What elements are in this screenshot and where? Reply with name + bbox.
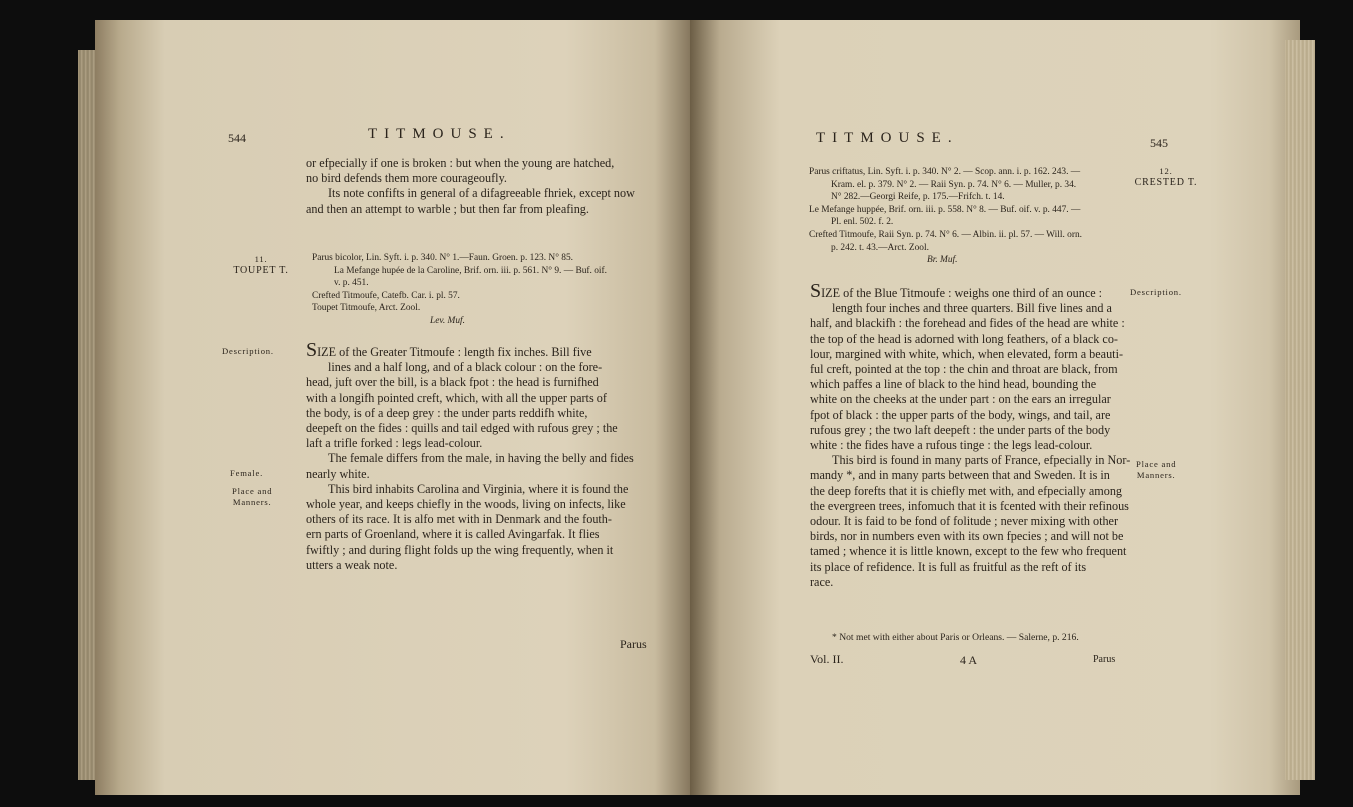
running-head-right: TITMOUSE.	[816, 130, 959, 146]
intro-line: no bird defends them more courageoufly.	[306, 171, 507, 186]
page-number-left: 544	[228, 131, 246, 145]
place-line: ern parts of Groenland, where it is called Avingarfak. It flies	[306, 527, 600, 542]
synonym-line: La Mefange hupée de la Caroline, Brif. orn. iii. p. 561. N° 9. — Buf. oif.	[334, 265, 607, 276]
signature-mark: 4 A	[960, 653, 978, 667]
species-number: 11.	[254, 254, 268, 264]
synonym-line: Toupet Titmoufe, Arct. Zool.	[312, 303, 421, 314]
place-line: the evergreen trees, infomuch that it is fcented with their refinous	[810, 498, 1129, 513]
margin-label-female: Female.	[230, 468, 264, 478]
female-line: nearly white.	[306, 466, 370, 481]
description-line: head, juft over the bill, is a black fpot : the head is furnifhed	[306, 375, 599, 390]
description-line: lines and a half long, and of a black colour : on the fore-	[328, 360, 603, 375]
intro-line: or efpecially if one is broken : but when the young are hatched,	[306, 156, 615, 170]
description-line: length four inches and three quarters. Bill five lines and a	[832, 301, 1112, 316]
place-line: tamed ; whence it is little known, except to the few who frequent	[810, 544, 1127, 559]
place-line: fwiftly ; and during flight folds up the wing frequently, when it	[306, 542, 614, 557]
synonym-line: p. 242. t. 43.—Arct. Zool.	[831, 242, 929, 253]
place-line: others of its race. It is alfo met with in Denmark and the fouth-	[306, 512, 612, 527]
place-line: whole year, and keeps chiefly in the woods, living on infects, like	[306, 497, 626, 512]
description-line: half, and blackifh : the forehead and fides of the head are white :	[810, 316, 1125, 331]
place-line: its place of refidence. It is full as fruitful as the reft of its	[810, 559, 1087, 574]
description-text: IZE of the Greater Titmoufe : length fix inches. Bill five	[317, 345, 592, 359]
description-text: IZE of the Blue Titmoufe : weighs one third of an ounce :	[821, 286, 1103, 300]
synonym-line: Parus bicolor, Lin. Syft. i. p. 340. N° 1.—Faun. Groen. p. 123. N° 85.	[312, 253, 574, 263]
description-line: SIZE of the Blue Titmoufe : weighs one third of an ounce :	[810, 280, 1103, 302]
footnote: * Not met with either about Paris or Orleans. — Salerne, p. 216.	[832, 632, 1079, 643]
synonymy-right	[809, 166, 1082, 267]
description-paragraph-right	[810, 280, 1131, 590]
description-line: the top of the head is adorned with long feathers, of a black co-	[810, 331, 1118, 346]
synonym-line: Pl. enl. 502. f. 2.	[831, 217, 894, 228]
synonym-line: v. p. 451.	[334, 278, 369, 289]
description-line: deepeft on the fides : quills and tail edged with rufous grey ; the	[306, 421, 618, 436]
place-line: utters a weak note.	[306, 557, 398, 572]
species-number: 12.	[1159, 166, 1173, 176]
volume-number: Vol. II.	[810, 652, 844, 666]
place-label-line: Place and	[232, 486, 273, 496]
description-line: laft a trifle forked : legs lead-colour.	[306, 436, 483, 451]
running-head-left: TITMOUSE.	[368, 126, 511, 142]
page-number-right: 545	[1150, 136, 1168, 150]
place-line: birds, nor in numbers even with its own fpecies ; and will not be	[810, 529, 1124, 544]
margin-label-description-right: Description.	[1130, 287, 1182, 297]
place-line: race.	[810, 574, 834, 589]
margin-label-description-left: Description.	[222, 346, 274, 356]
species-name: TOUPET T.	[233, 265, 289, 276]
catchword-left: Parus	[620, 637, 647, 651]
place-line: This bird is found in many parts of France, efpecially in Nor-	[832, 453, 1131, 468]
synonym-line: Br. Muf.	[927, 255, 958, 266]
margin-label-place-left	[232, 486, 272, 508]
place-label-line: Place and	[1136, 459, 1177, 469]
place-label-line: Manners.	[1136, 470, 1176, 480]
right-page-edges	[1285, 40, 1315, 780]
description-line: fpot of black : the upper parts of the body, wings, and tail, are	[810, 407, 1111, 422]
synonym-line: N° 282.—Georgi Reife, p. 175.—Frifch. t. 14.	[831, 192, 1005, 203]
description-line: rufous grey ; the two laft deepeft : the under parts of the body	[810, 422, 1111, 437]
description-line: white : the fides have a rufous tinge : the legs lead-colour.	[810, 438, 1093, 453]
synonym-line: Kram. el. p. 379. N° 2. — Raii Syn. p. 74. N° 6. — Muller, p. 34.	[831, 179, 1077, 190]
intro-paragraph-left	[306, 156, 635, 217]
description-line: the body, is of a deep grey : the under parts reddifh white,	[306, 405, 588, 420]
synonymy-left	[312, 252, 607, 328]
place-line: the deep forefts that it is chiefly met with, and efpecially among	[810, 483, 1123, 498]
description-line: which paffes a line of black to the hind head, bounding the	[810, 377, 1097, 392]
place-line: mandy *, and in many parts between that and Sweden. It is in	[810, 468, 1110, 483]
description-line: lour, margined with white, which, when elevated, form a beauti-	[810, 346, 1124, 361]
catchword-right: Parus	[1093, 654, 1116, 665]
description-line: SIZE of the Greater Titmoufe : length fix inches. Bill five	[306, 339, 592, 361]
synonym-line: Crefted Titmoufe, Catefb. Car. i. pl. 57.	[312, 290, 460, 301]
synonym-line: Parus criftatus, Lin. Syft. i. p. 340. N° 2. — Scop. ann. i. p. 162. 243. —	[809, 167, 1081, 177]
intro-line: and then an attempt to warble ; but then far from pleafing.	[306, 201, 589, 216]
synonym-line: Crefted Titmoufe, Raii Syn. p. 74. N° 6. — Albin. ii. pl. 57. — Will. orn.	[809, 229, 1082, 240]
female-line: The female differs from the male, in having the belly and fides	[328, 451, 634, 466]
species-heading-right	[1126, 166, 1206, 188]
place-label-line: Manners.	[232, 497, 272, 507]
synonym-line: Le Mefange huppée, Brif. orn. iii. p. 558. N° 8. — Buf. oif. v. p. 447. —	[809, 204, 1081, 215]
margin-label-place-right	[1136, 459, 1176, 481]
place-line: odour. It is faid to be fond of folitude ; never mixing with other	[810, 514, 1119, 529]
species-heading-left	[226, 254, 296, 276]
intro-line: Its note confifts in general of a difagreeable fhriek, except now	[328, 186, 635, 201]
description-paragraph-left	[306, 339, 634, 573]
description-line: with a longifh pointed creft, which, with all the upper parts of	[306, 390, 607, 405]
place-line: This bird inhabits Carolina and Virginia, where it is found the	[328, 481, 629, 496]
description-line: ful creft, pointed at the top : the chin and throat are black, from	[810, 362, 1118, 377]
synonym-line: Lev. Muf.	[430, 315, 465, 326]
species-name: CRESTED T.	[1134, 177, 1198, 188]
description-line: white on the cheeks at the under part : on the ears an irregular	[810, 392, 1111, 407]
